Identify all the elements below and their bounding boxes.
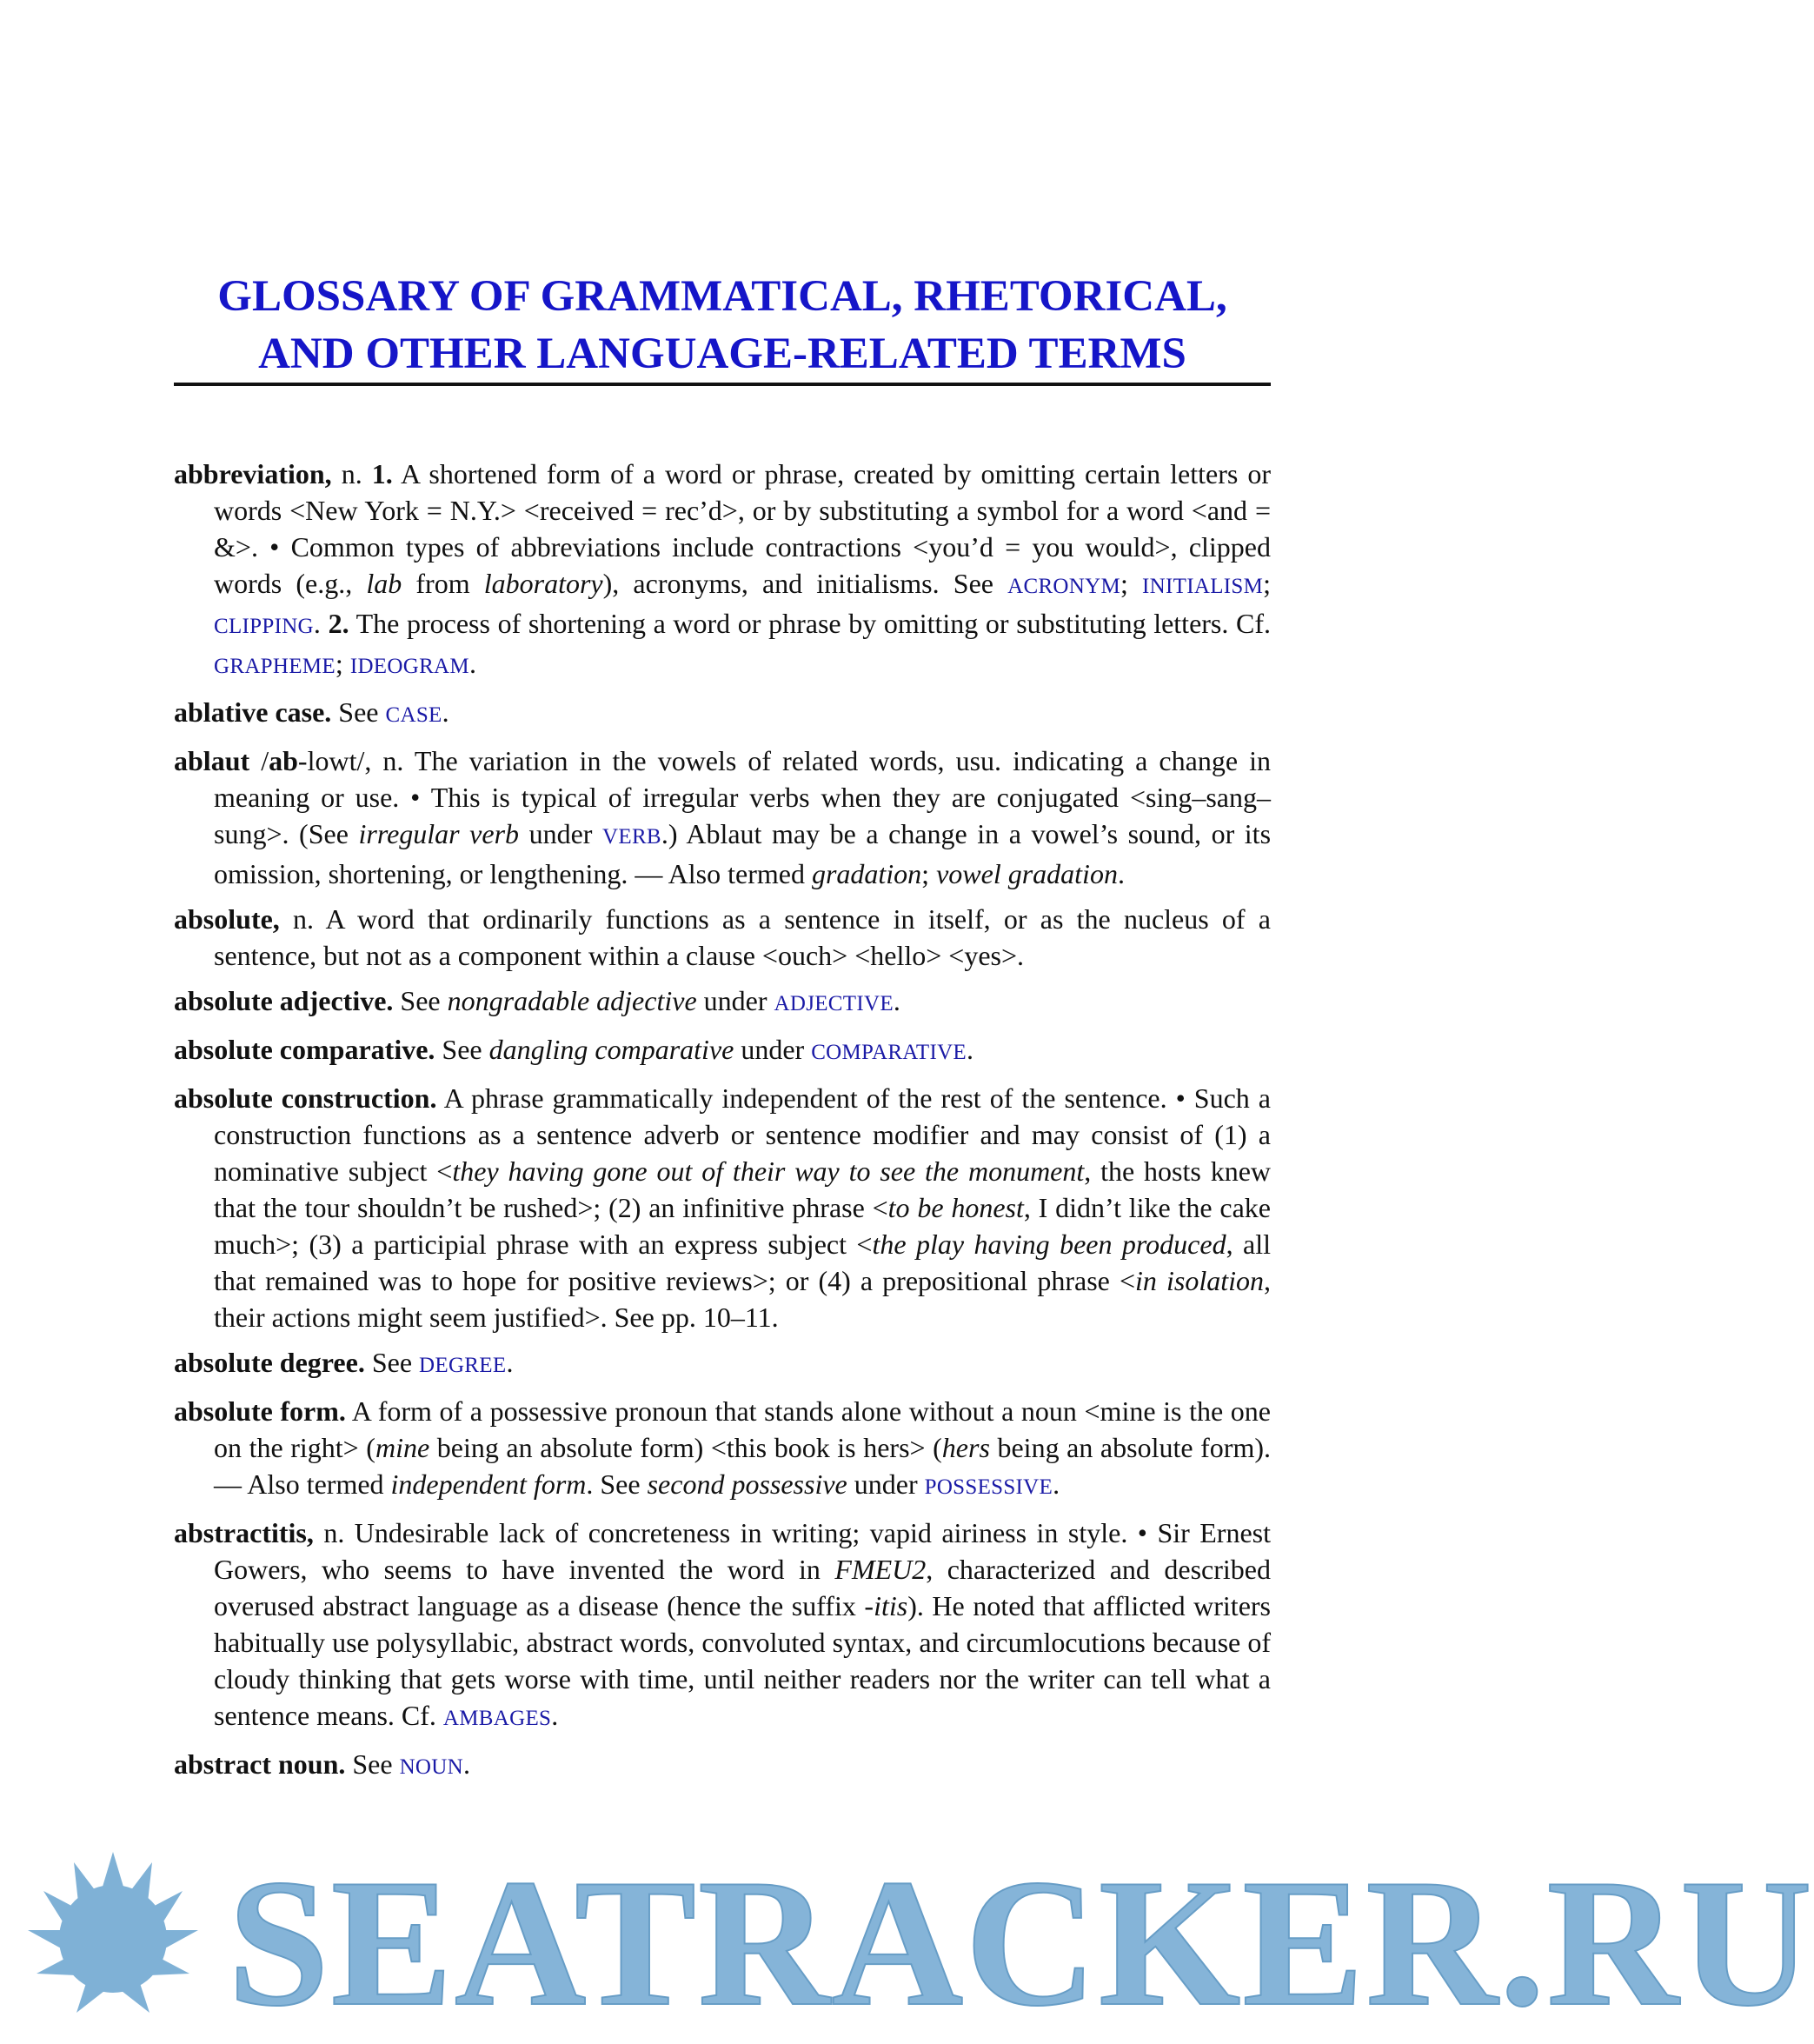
cross-reference-link[interactable]: GRAPHEME [214,655,336,678]
entry-text: -lowt/, n. The variation in the vowels of related words, usu. indicating a change in meaning or use. • This is typical of irregular verbs when they are conjugated <sing–sang–sung>. (See [214,745,1272,849]
entry-italic: dangling comparative [488,1034,734,1065]
entry-ablaut [174,742,1271,892]
entry-headword: ablaut [174,745,250,776]
entry-absolute [174,901,1271,974]
title-line-1: GLOSSARY OF GRAMMATICAL, RHETORICAL, [217,272,1227,321]
stress-syllable: ab [269,745,298,776]
entry-text: See [364,1347,420,1378]
entry-text: ), acronyms, and initialisms. See [602,568,1008,599]
entry-text: n. A word that ordinarily functions as a sentence in itself, or as the nucleus of a sentence, but not as a component within a clause <ouch> <hello> <yes>. [214,903,1271,971]
entry-text: See [345,1748,400,1780]
entry-italic: independent form [390,1468,587,1500]
entry-absolute-adjective [174,982,1271,1022]
entry-text: A shortened form of a word or phrase, created by omitting certain letters or words <New York = N.Y.> <received = rec’d>, or by substituting a symbol for a word <and = &>. • Common types of abbreviations include contractions <you’d = you would>, clipped words (e.g., [214,458,1272,599]
entry-headword: absolute degree. [174,1347,365,1378]
entry-italic: mine [375,1432,430,1463]
entry-text: A phrase grammatically independent of the rest of the sentence. • Such a construction functions as a sentence adverb or sentence modifier and may consist of (1) a nominative subject < [214,1082,1272,1187]
entry-text: under [519,818,603,849]
entry-headword: absolute adjective. [174,985,394,1016]
entry-text: . [551,1700,559,1731]
entry-abbreviation [174,456,1271,685]
entry-headword: absolute, [174,903,280,935]
entry-italic: gradation [811,858,922,889]
glossary-title [174,268,1271,383]
entry-text: See [331,696,386,728]
cross-reference-link[interactable]: CASE [385,703,442,727]
entry-text: ; [335,648,350,679]
entry-italic: the play having been produced [872,1228,1226,1260]
entry-text: , the hosts knew that the tour shouldn’t be rushed>; (2) an infinitive phrase < [214,1155,1272,1223]
entry-headword: ablative case. [174,696,332,728]
entry-headword: abstractitis, [174,1517,314,1548]
entry-text: . [967,1034,974,1065]
entry-abstract-noun [174,1746,1271,1786]
entry-text: See [393,985,448,1016]
sense-number: 1. [371,458,393,489]
entry-text: under [696,985,774,1016]
entry-text: . [1117,858,1125,889]
sense-number: 2. [328,608,349,639]
entry-italic: second possessive [647,1468,847,1500]
sun-icon [0,1826,261,2034]
cross-reference-link[interactable]: NOUN [399,1755,463,1779]
entry-text: . [468,648,476,679]
entry-text: , I didn’t like the cake much>; (3) a participial phrase with an express subject < [214,1192,1272,1260]
cross-reference-link[interactable]: ADJECTIVE [774,992,894,1015]
cross-reference-link[interactable]: IDEOGRAM [349,655,469,678]
entry-text: . [462,1748,470,1780]
entry-text: . [1053,1468,1060,1500]
entry-text: A form of a possessive pronoun that stands alone without a noun <mine is the one on the right> ( [214,1395,1272,1463]
cross-reference-link[interactable]: VERB [602,825,661,849]
entry-italic: -itis [864,1590,908,1621]
entry-text: . [893,985,900,1016]
entry-italic: they having gone out of their way to see the monument [452,1155,1085,1187]
entry-text: n. Undesirable lack of concreteness in writing; vapid airiness in style. • Sir Ernest Gowers, who seems to have invented the word in [214,1517,1271,1585]
entry-text: . [442,696,449,728]
entry-text: being an absolute form) <this book is hers> ( [429,1432,942,1463]
entry-text: .) Ablaut may be a change in a vowel’s sound, or its omission, shortening, or lengthening. — Also termed [214,818,1272,889]
entry-text: , their actions might seem justified>. See pp. 10–11. [214,1265,1272,1333]
entry-text: , characterized and described overused abstract language as a disease (hence the suffix [214,1554,1272,1621]
entry-text: / [249,745,269,776]
entry-headword: abbreviation, [174,458,332,489]
entry-absolute-form [174,1393,1271,1506]
entry-absolute-construction [174,1080,1271,1335]
entry-headword: abstract noun. [174,1748,346,1780]
glossary-entries [174,456,1271,1794]
cross-reference-link[interactable]: AMBAGES [442,1707,552,1730]
entry-text: , all that remained was to hope for positive reviews>; or (4) a prepositional phrase < [214,1228,1271,1296]
entry-text: . See [586,1468,648,1500]
entry-italic: nongradable adjective [447,985,697,1016]
entry-italic: laboratory [483,568,603,599]
entry-italic: hers [941,1432,990,1463]
cross-reference-link[interactable]: COMPARATIVE [811,1041,967,1064]
entry-text: ; [921,858,937,889]
entry-text: from [402,568,484,599]
entry-text: ; [1263,568,1272,599]
entry-headword: absolute construction. [174,1082,437,1114]
entry-italic: lab [366,568,402,599]
entry-text: See [435,1034,489,1065]
entry-text: The process of shortening a word or phrase by omitting or substituting letters. Cf. [349,608,1272,639]
cross-reference-link[interactable]: DEGREE [419,1354,507,1377]
cross-reference-link[interactable]: CLIPPING [214,615,314,638]
entry-text: being an absolute form). — Also termed [214,1432,1272,1500]
entry-headword: absolute form. [174,1395,346,1427]
entry-text: n. [331,458,372,489]
title-divider [174,383,1271,386]
watermark [0,1826,1814,2044]
entry-italic: FMEU2 [834,1554,927,1585]
cross-reference-link[interactable]: ACRONYM [1007,575,1121,598]
entry-text: under [847,1468,925,1500]
entry-text: . [313,608,329,639]
entry-italic: irregular verb [358,818,520,849]
entry-text: . [506,1347,514,1378]
entry-abstractitis [174,1515,1271,1737]
cross-reference-link[interactable]: POSSESSIVE [924,1475,1053,1499]
entry-text: ). He noted that afflicted writers habitually use polysyllabic, abstract words, convoluted syntax, and circumlocutions because of cloudy thinking that gets worse with time, until neither readers nor the writer can tell what a sentence means. Cf. [214,1590,1272,1731]
entry-italic: in isolation [1135,1265,1265,1296]
entry-absolute-comparative [174,1031,1271,1071]
watermark-text: SEATRACKER.RU [228,1842,1814,2044]
title-line-2: AND OTHER LANGUAGE-RELATED TERMS [258,330,1186,378]
entry-italic: vowel gradation [936,858,1118,889]
cross-reference-link[interactable]: INITIALISM [1142,575,1264,598]
entry-italic: to be honest [887,1192,1024,1223]
entry-headword: absolute comparative. [174,1034,435,1065]
entry-ablative-case [174,694,1271,734]
entry-absolute-degree [174,1344,1271,1384]
entry-text: ; [1120,568,1143,599]
entry-text: under [734,1034,812,1065]
